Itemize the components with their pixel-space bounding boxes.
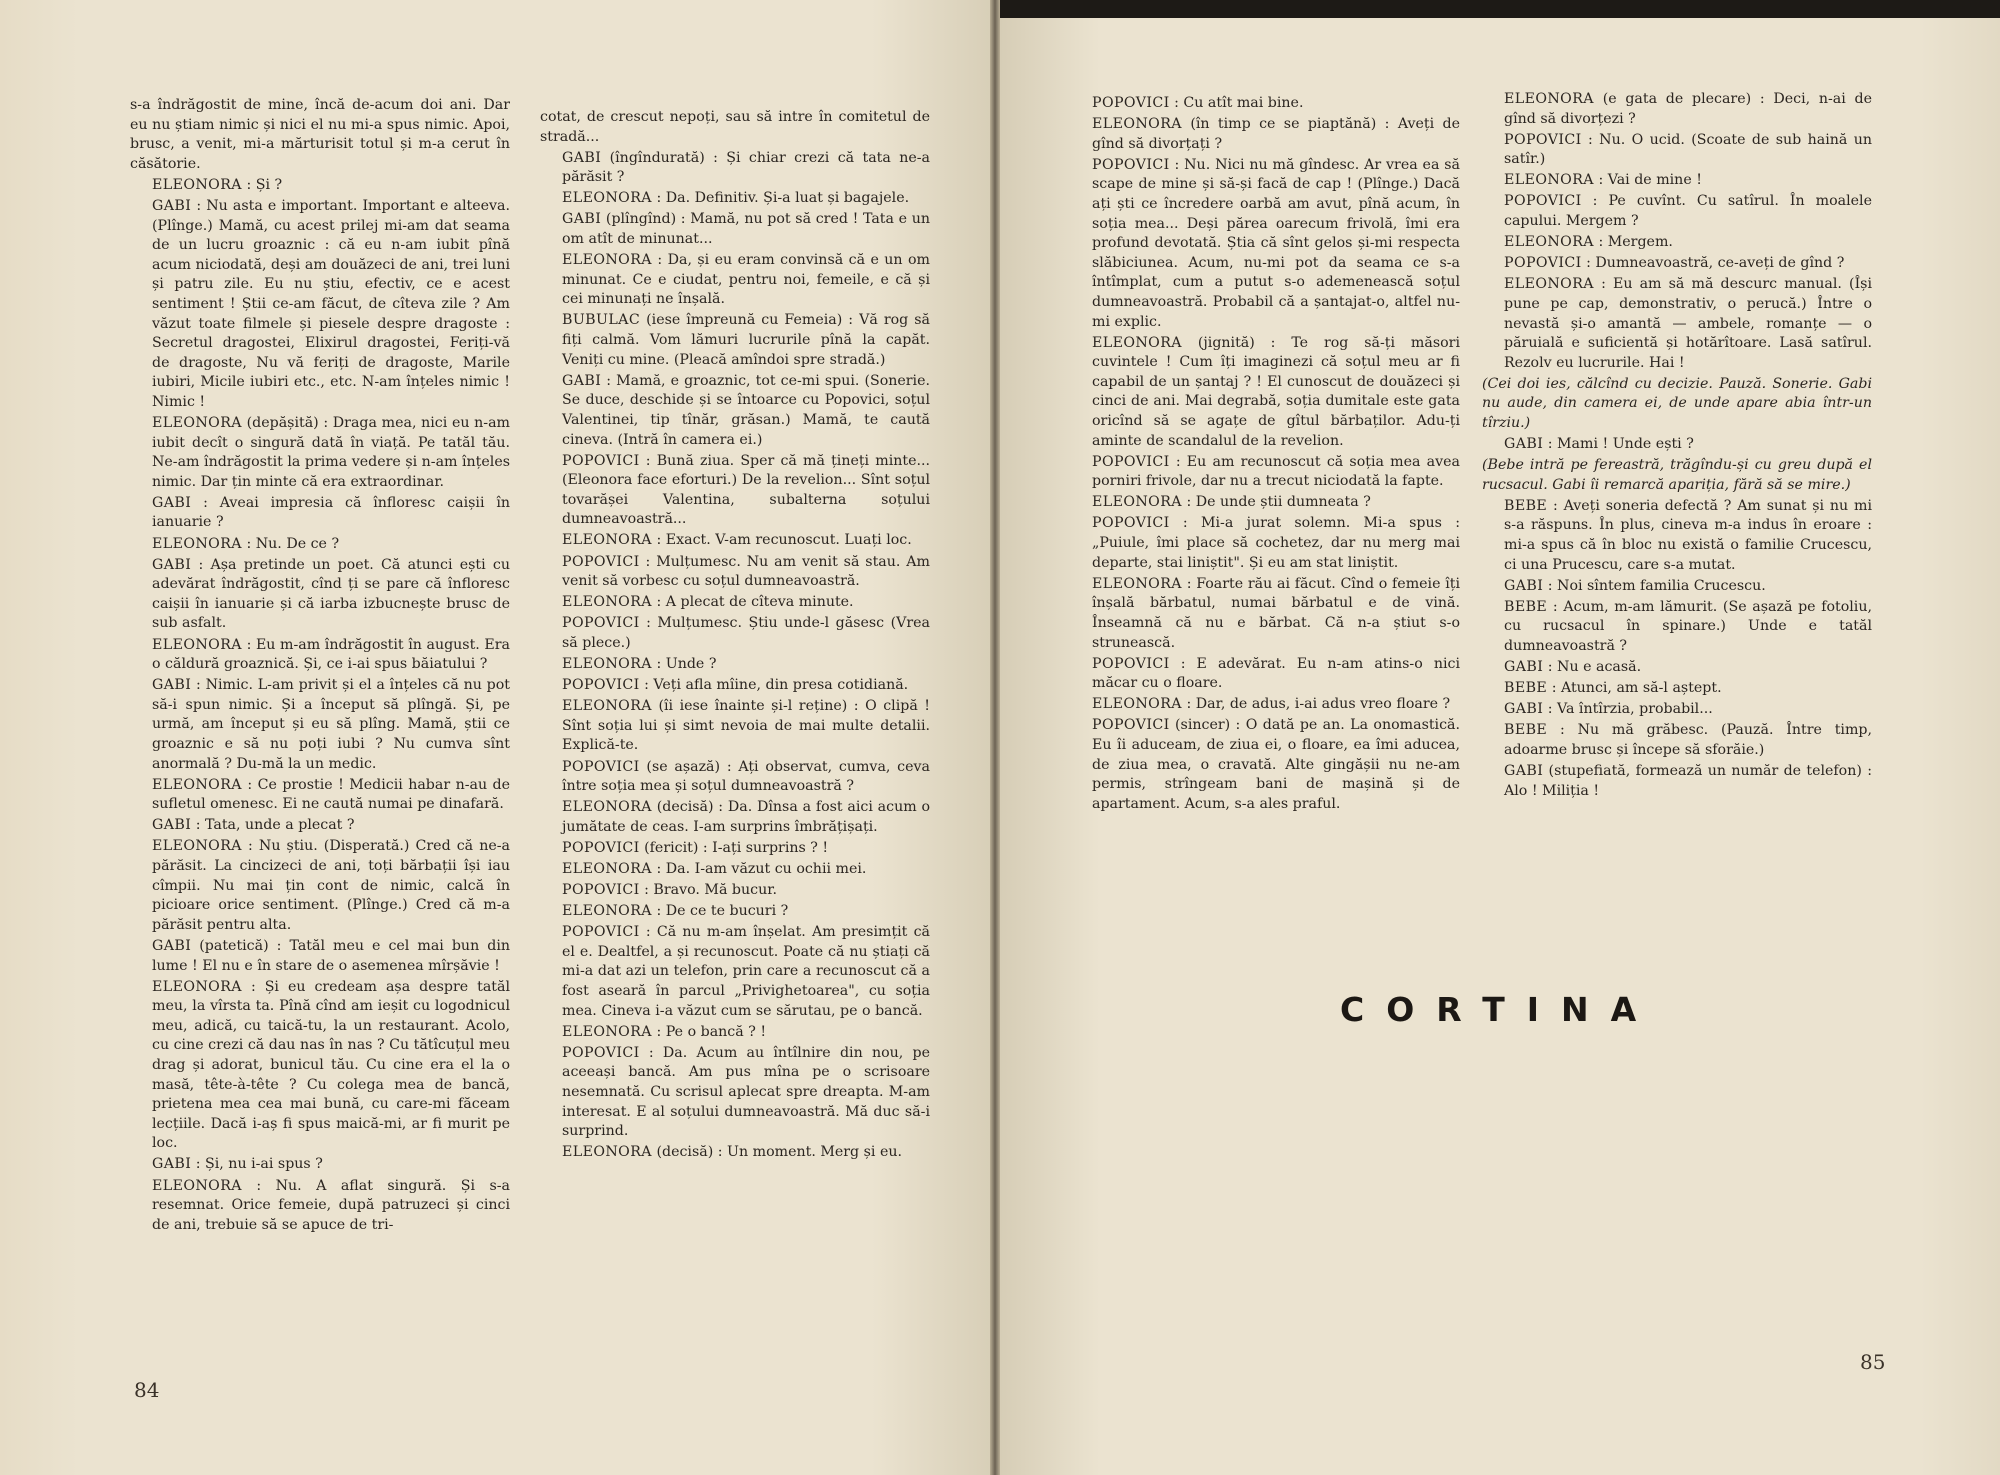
text-paragraph bbox=[540, 108, 930, 147]
dialogue-line bbox=[540, 210, 930, 249]
line-text: : Că nu m-am înșelat. Am presimțit că el e. Dealtfel, a și recunoscut. Poate că nu știați că mi-a dat azi un telefon, prin care a recunoscut că a fost aseară în parcul „Privighetoarea", cu soția mea. Cineva i-a văzut cum se sărutau, pe o bancă. bbox=[562, 924, 930, 1019]
line-text: (decisă) : Un moment. Merg și eu. bbox=[656, 1144, 903, 1161]
dialogue-line bbox=[130, 176, 510, 196]
cover-edge bbox=[1000, 0, 2000, 18]
line-text: : E adevărat. Eu n-am atins-o nici măcar cu o floare. bbox=[1092, 655, 1460, 692]
speaker-name: POPOVICI bbox=[1504, 193, 1582, 210]
line-text: : Da. I-am văzut cu ochii mei. bbox=[656, 860, 867, 877]
speaker-name: ELEONORA bbox=[152, 776, 242, 793]
dialogue-line bbox=[1482, 598, 1872, 657]
dialogue-line bbox=[540, 1044, 930, 1142]
speaker-name: POPOVICI bbox=[1504, 255, 1582, 272]
dialogue-line bbox=[1482, 131, 1872, 170]
speaker-name: POPOVICI bbox=[562, 882, 640, 899]
line-text: : Acum, m-am lămurit. (Se așază pe fotoliu, cu rucsacul în spinare.) Unde e tatăl dumneavoastră ? bbox=[1504, 598, 1872, 655]
speaker-name: POPOVICI bbox=[562, 677, 640, 694]
line-text: (plîngînd) : Mamă, nu pot să cred ! Tata e un om atît de minunat... bbox=[562, 211, 930, 248]
speaker-name: BEBE bbox=[1504, 598, 1548, 615]
dialogue-line bbox=[540, 798, 930, 837]
dialogue-line bbox=[540, 758, 930, 797]
speaker-name: POPOVICI bbox=[562, 839, 640, 856]
column-3 bbox=[1070, 94, 1460, 874]
line-text: : Mamă, e groaznic, tot ce-mi spui. (Sonerie. Se duce, deschide și se întoarce cu Popovici, soțul Valentinei, tip tînăr, grăsan.) Mamă, te caută cineva. (Intră în camera ei.) bbox=[562, 372, 930, 448]
line-text: : Veți afla mîine, din presa cotidiană. bbox=[644, 677, 909, 694]
speaker-name: GABI bbox=[152, 556, 192, 573]
dialogue-line bbox=[540, 655, 930, 675]
dialogue-line bbox=[1482, 233, 1872, 253]
dialogue-line bbox=[130, 978, 510, 1154]
dialogue-line bbox=[540, 1143, 930, 1163]
text-paragraph bbox=[1482, 456, 1872, 495]
line-text: : Dumneavoastră, ce-aveți de gînd ? bbox=[1586, 255, 1845, 272]
speaker-name: POPOVICI bbox=[562, 615, 640, 632]
dialogue-line bbox=[1482, 577, 1872, 597]
dialogue-line bbox=[1070, 695, 1460, 715]
speaker-name: POPOVICI bbox=[562, 553, 640, 570]
line-text: : Exact. V-am recunoscut. Luați loc. bbox=[656, 532, 912, 549]
line-text: : Mi-a jurat solemn. Mi-a spus : „Puiule, îmi place să cochetez, dar nu merg mai departe, stai liniștit". Și eu am stat liniștit. bbox=[1092, 515, 1460, 571]
dialogue-line bbox=[1070, 334, 1460, 452]
line-text: : Așa pretinde un poet. Că atunci ești cu adevărat îndrăgostit, cînd ți se pare că înfloresc caișii în ianuarie și că iarba izbucnește brusc de sub asfalt. bbox=[152, 556, 510, 632]
dialogue-line bbox=[130, 636, 510, 675]
speaker-name: POPOVICI bbox=[1092, 655, 1170, 672]
line-text: (Bebe intră pe fereastră, trăgîndu-și cu greu după el rucsacul. Gabi îi remarcă apariția, fără să se mire.) bbox=[1482, 457, 1872, 493]
dialogue-line bbox=[540, 839, 930, 859]
speaker-name: ELEONORA bbox=[1504, 172, 1594, 189]
speaker-name: ELEONORA bbox=[562, 1144, 652, 1161]
line-text: : A plecat de cîteva minute. bbox=[656, 594, 854, 611]
speaker-name: GABI bbox=[1504, 577, 1544, 594]
dialogue-line bbox=[540, 593, 930, 613]
speaker-name: POPOVICI bbox=[1092, 717, 1170, 734]
line-text: (în timp ce se piaptănă) : Aveți de gînd să divorțați ? bbox=[1092, 116, 1460, 152]
dialogue-line bbox=[130, 776, 510, 815]
dialogue-line bbox=[540, 860, 930, 880]
dialogue-line bbox=[540, 251, 930, 310]
line-text: : Bună ziua. Sper că mă țineți minte... (Eleonora face eforturi.) De la revelion... Sînt soțul tovarășei Valentina, subalterna soțului dumneavoastră... bbox=[562, 452, 930, 528]
dialogue-line bbox=[1482, 254, 1872, 274]
line-text: (îi iese înainte și-l reține) : O clipă ! Sînt soția lui și simt nevoia de mai multe detalii. Explică-te. bbox=[562, 698, 930, 754]
line-text: : Da. Acum au întîlnire din nou, pe aceeași bancă. Am pus mîna pe o scrisoare nesemnată. Cu scrisul aplecat spre dreapta. M-am interesat. E al soțului dumneavoastră. Mă duc să-i surprind. bbox=[562, 1044, 930, 1140]
column-1 bbox=[130, 96, 510, 1334]
line-text: : Nimic. L-am privit și el a înțeles că nu pot să-i spun nimic. Și a început să plîngă. Și, pe urmă, am început și eu să plîng. Mamă, știi ce groaznic e să nu poți iubi ? Nu cumva sînt anormală ? Du-mă la un medic. bbox=[152, 677, 510, 772]
line-text: : Mulțumesc. Știu unde-l găsesc (Vrea să plece.) bbox=[562, 615, 930, 651]
speaker-name: ELEONORA bbox=[562, 252, 652, 269]
dialogue-line bbox=[1482, 679, 1872, 699]
speaker-name: GABI bbox=[152, 937, 192, 954]
dialogue-line bbox=[540, 697, 930, 756]
speaker-name: ELEONORA bbox=[562, 799, 652, 816]
dialogue-line bbox=[540, 614, 930, 653]
line-text: : Mami ! Unde ești ? bbox=[1547, 436, 1694, 453]
dialogue-line bbox=[540, 311, 930, 370]
speaker-name: ELEONORA bbox=[562, 698, 652, 715]
dialogue-line bbox=[1482, 171, 1872, 191]
column-2 bbox=[540, 108, 930, 1346]
speaker-name: ELEONORA bbox=[1092, 334, 1182, 351]
dialogue-line bbox=[130, 816, 510, 836]
right-page bbox=[1000, 0, 2000, 1475]
line-text: : Da, și eu eram convinsă că e un om minunat. Ce e ciudat, pentru noi, femeile, e că și cei minunați ne înșală. bbox=[562, 252, 930, 308]
dialogue-line bbox=[130, 414, 510, 492]
line-text: : Și, nu i-ai spus ? bbox=[195, 1156, 323, 1173]
line-text: : Pe cuvînt. Cu satîrul. În moalele capului. Mergem ? bbox=[1504, 193, 1872, 230]
dialogue-line bbox=[540, 676, 930, 696]
speaker-name: ELEONORA bbox=[152, 415, 242, 431]
dialogue-line bbox=[540, 531, 930, 551]
line-text: (fericit) : I-ați surprins ? ! bbox=[644, 839, 829, 856]
line-text: s-a îndrăgostit de mine, încă de-acum doi ani. Dar eu nu știam nimic și nici el nu mi-a spus nimic. Apoi, brusc, a venit, mi-a mărturisit totul și m-a cerut în căsătorie. bbox=[130, 97, 510, 172]
line-text: : Pe o bancă ? ! bbox=[656, 1023, 767, 1040]
dialogue-line bbox=[1070, 716, 1460, 814]
line-text: : Tata, unde a plecat ? bbox=[195, 817, 355, 834]
line-text: : Da. Definitiv. Și-a luat și bagajele. bbox=[656, 190, 910, 207]
book-spine bbox=[990, 0, 1000, 1475]
dialogue-line bbox=[1070, 575, 1460, 653]
line-text: : Eu am să mă descurc manual. (Își pune pe cap, demonstrativ, o perucă.) Între o nevastă și-o amantă — ambele, romanțe — o păruială e suficientă și hotărîtoare. Lasă satîrul. Rezolv eu lucrurile. Hai ! bbox=[1504, 276, 1872, 371]
dialogue-line bbox=[1482, 658, 1872, 678]
line-text: : Și ? bbox=[246, 176, 283, 193]
line-text: (iese împreună cu Femeia) : Vă rog să fiți calmă. Vom lămuri lucrurile pînă la capăt. Veniți cu mine. (Pleacă amîndoi spre stradă.) bbox=[562, 312, 930, 368]
dialogue-line bbox=[1482, 275, 1872, 373]
speaker-name: ELEONORA bbox=[562, 860, 652, 877]
dialogue-line bbox=[540, 902, 930, 922]
line-text: : Noi sîntem familia Crucescu. bbox=[1547, 577, 1766, 594]
speaker-name: ELEONORA bbox=[1504, 234, 1594, 251]
speaker-name: ELEONORA bbox=[152, 535, 242, 552]
line-text: : Nu e acasă. bbox=[1547, 659, 1642, 676]
line-text: (îngîndurată) : Și chiar crezi că tata ne-a părăsit ? bbox=[562, 149, 930, 186]
dialogue-line bbox=[130, 494, 510, 533]
line-text: : Atunci, am să-l aștept. bbox=[1551, 680, 1722, 697]
line-text: : Nu. O ucid. (Scoate de sub haină un satîr.) bbox=[1504, 131, 1872, 168]
speaker-name: GABI bbox=[152, 817, 192, 834]
speaker-name: GABI bbox=[1504, 763, 1544, 780]
speaker-name: ELEONORA bbox=[1092, 696, 1182, 713]
dialogue-line bbox=[540, 189, 930, 209]
speaker-name: ELEONORA bbox=[562, 190, 652, 207]
line-text: : Vai de mine ! bbox=[1598, 172, 1702, 189]
line-text: : Unde ? bbox=[656, 656, 717, 673]
line-text: : Dar, de adus, i-ai adus vreo floare ? bbox=[1186, 696, 1451, 713]
line-text: (depășită) : Draga mea, nici eu n-am iubit decît o singură dată în viață. Pe tatăl tău. Ne-am îndrăgostit la prima vedere și n-am înțeles nimic. Dar țin minte că era extraordinar. bbox=[152, 415, 510, 490]
column-4 bbox=[1482, 90, 1872, 870]
dialogue-line bbox=[130, 1155, 510, 1175]
speaker-name: GABI bbox=[1504, 701, 1544, 718]
dialogue-line bbox=[1482, 192, 1872, 231]
line-text: : Foarte rău ai făcut. Cînd o femeie îți înșală bărbatul, numai bărbatul e de vină. Înseamnă că nu e bărbat. Că n-a știut s-o strunească. bbox=[1092, 575, 1460, 651]
dialogue-line bbox=[540, 149, 930, 188]
line-text: (e gata de plecare) : Deci, n-ai de gînd să divorțezi ? bbox=[1504, 91, 1872, 127]
dialogue-line bbox=[540, 881, 930, 901]
line-text: : Cu atît mai bine. bbox=[1174, 95, 1304, 111]
line-text: (sincer) : O dată pe an. La onomastică. Eu îi aduceam, de ziua ei, o floare, ea îmi aducea, de ziua mea, o cravată. Alte gingășii nu ne-am permis, strîngeam bani de mașină și de apartament. Acum, s-a ales praful. bbox=[1092, 717, 1460, 812]
line-text: (decisă) : Da. Dînsa a fost aici acum o jumătate de ceas. I-am surprins îmbrățișați. bbox=[562, 799, 930, 835]
dialogue-line bbox=[1482, 90, 1872, 129]
speaker-name: POPOVICI bbox=[562, 924, 640, 941]
speaker-name: BEBE bbox=[1504, 680, 1548, 697]
dialogue-line bbox=[1070, 514, 1460, 573]
dialogue-line bbox=[1070, 655, 1460, 694]
dialogue-line bbox=[1070, 156, 1460, 332]
dialogue-line bbox=[540, 553, 930, 592]
dialogue-line bbox=[130, 837, 510, 935]
dialogue-line bbox=[540, 1023, 930, 1043]
dialogue-line bbox=[1482, 435, 1872, 455]
line-text: : Aveți soneria defectă ? Am sunat și nu mi s-a răspuns. În plus, cineva m-a indus în eroare : mi-a spus că în bloc nu există o familie Crucescu, ci una Prucescu, care s-a mutat. bbox=[1504, 497, 1872, 573]
speaker-name: ELEONORA bbox=[152, 1177, 242, 1194]
line-text: : Nu mă grăbesc. (Pauză. Între timp, adoarme brusc și începe să sforăie.) bbox=[1504, 722, 1872, 758]
line-text: : Nu știu. (Disperată.) Cred că ne-a părăsit. La cincizeci de ani, toți bărbații își iau cîmpii. Nu mai țin cont de nimic, calcă în picioare orice sentiment. (Plînge.) Cred că m-a părăsit pentru alta. bbox=[152, 838, 510, 933]
text-paragraph bbox=[130, 96, 510, 174]
speaker-name: ELEONORA bbox=[1504, 276, 1594, 293]
speaker-name: POPOVICI bbox=[562, 1044, 640, 1061]
line-text: : Și eu credeam așa despre tatăl meu, la vîrsta ta. Pînă cînd am ieșit cu logodnicul meu, adică, cu taică-tu, la un restaurant. Acolo, cu cine crezi că dau nas în nas ? Cu tătîcuțul meu drag și adorat, bunicul tău. Cu cine era el la o masă, tête-à-tête ? Cu colega mea de bancă, prietena mea cea mai bună, cu care-mi făceam lecțiile. Dacă i-aș fi spus maică-mi, ar fi murit pe loc. bbox=[152, 978, 510, 1152]
speaker-name: ELEONORA bbox=[562, 903, 652, 920]
dialogue-line bbox=[130, 1177, 510, 1236]
text-paragraph bbox=[1482, 375, 1872, 434]
line-text: : De ce te bucuri ? bbox=[656, 903, 789, 920]
line-text: : Mergem. bbox=[1598, 234, 1673, 251]
dialogue-line bbox=[130, 556, 510, 634]
line-text: (stupefiată, formează un număr de telefon) : Alo ! Miliția ! bbox=[1504, 763, 1872, 799]
speaker-name: BEBE bbox=[1504, 497, 1548, 514]
speaker-name: GABI bbox=[152, 494, 192, 511]
line-text: : Nu. A aflat singură. Și s-a resemnat. Orice femeie, după patruzeci și cinci de ani, trebuie să se apuce de tri- bbox=[152, 1177, 510, 1233]
speaker-name: ELEONORA bbox=[1092, 575, 1182, 592]
speaker-name: ELEONORA bbox=[152, 636, 242, 653]
speaker-name: ELEONORA bbox=[562, 1023, 652, 1040]
dialogue-line bbox=[130, 676, 510, 774]
speaker-name: ELEONORA bbox=[562, 656, 652, 673]
line-text: : Nu. De ce ? bbox=[246, 535, 340, 552]
line-text: : Aveai impresia că înfloresc caișii în ianuarie ? bbox=[152, 494, 510, 531]
dialogue-line bbox=[540, 923, 930, 1021]
speaker-name: ELEONORA bbox=[562, 594, 652, 611]
speaker-name: POPOVICI bbox=[1092, 156, 1170, 173]
speaker-name: BUBULAC bbox=[562, 312, 641, 329]
dialogue-line bbox=[1070, 453, 1460, 492]
line-text: (jignită) : Te rog să-ți măsori cuvintele ! Cum îți imaginezi că soțul meu ar fi capabil de un șantaj ? ! El cunoscut de douăzeci și cinci de ani. Mai degrabă, soția dumitale este gata oricînd să se agațe de gîtul bărbaților. Adu-ți aminte de scandalul de la revelion. bbox=[1092, 334, 1460, 449]
speaker-name: BEBE bbox=[1504, 722, 1548, 739]
speaker-name: POPOVICI bbox=[1092, 453, 1170, 470]
dialogue-line bbox=[1070, 94, 1460, 114]
dialogue-line bbox=[1070, 115, 1460, 154]
speaker-name: ELEONORA bbox=[152, 176, 242, 193]
speaker-name: ELEONORA bbox=[1092, 494, 1182, 511]
speaker-name: POPOVICI bbox=[1092, 515, 1170, 532]
speaker-name: GABI bbox=[562, 149, 602, 166]
speaker-name: GABI bbox=[562, 372, 602, 389]
line-text: : Nu asta e important. Important e alteeva. (Plînge.) Mamă, cu acest prilej mi-am dat seama de un lucru groaznic : că eu n-am iubit pînă acum niciodată, deși am douăzeci de ani, trei luni și patru zile. Eu nu știu, efectiv, ce e acest sentiment ! Știi ce-am făcut, de cîteva zile ? Am văzut toate filmele și piesele despre dragoste : Secretul dragostei, Elixirul dragostei, Feriți-vă de dragoste, Nu vă feriți de dragoste, Marile iubiri, Micile iubiri etc., etc. N-am înțeles nimic ! Nimic ! bbox=[152, 197, 510, 410]
speaker-name: GABI bbox=[1504, 436, 1544, 453]
left-page bbox=[0, 0, 990, 1475]
line-text: : Eu m-am îndrăgostit în august. Era o căldură groaznică. Și, ce i-ai spus băiatului ? bbox=[152, 636, 510, 673]
dialogue-line bbox=[1482, 762, 1872, 801]
speaker-name: GABI bbox=[152, 677, 192, 694]
dialogue-line bbox=[1482, 497, 1872, 575]
speaker-name: ELEONORA bbox=[1504, 91, 1594, 107]
line-text: : Nu. Nici nu mă gîndesc. Ar vrea ea să scape de mine și să-și facă de cap ! (Plînge.) Dacă ați ști ce încredere oarbă am avut, pînă acum, în soția mea... Deși părea oarecum frivolă, îmi era profund devotată. Știa că sînt gelos și-mi respecta slăbiciunea. Acum, nu-mi pot da seama ce s-a întîmplat, cum a putut s-o ademenească soțul dumneavoastră. Probabil că a șantajat-o, altfel nu-mi explic. bbox=[1092, 156, 1460, 330]
dialogue-line bbox=[540, 452, 930, 530]
speaker-name: POPOVICI bbox=[1092, 95, 1170, 111]
speaker-name: ELEONORA bbox=[152, 838, 242, 855]
dialogue-line bbox=[130, 197, 510, 413]
speaker-name: POPOVICI bbox=[562, 758, 640, 775]
line-text: (patetică) : Tatăl meu e cel mai bun din lume ! El nu e în stare de o asemenea mîrșăvie ! bbox=[152, 937, 510, 974]
page-number-right: 85 bbox=[1860, 1350, 1886, 1374]
line-text: cotat, de crescut nepoți, sau să intre în comitetul de stradă... bbox=[540, 109, 930, 145]
speaker-name: GABI bbox=[152, 197, 192, 214]
speaker-name: GABI bbox=[1504, 659, 1544, 676]
line-text: (se așază) : Ați observat, cumva, ceva între soția mea și soțul dumneavoastră ? bbox=[562, 758, 930, 795]
page-number-left: 84 bbox=[134, 1378, 160, 1402]
line-text: : Ce prostie ! Medicii habar n-au de sufletul omenesc. Ei ne caută numai pe dinafară. bbox=[152, 776, 510, 813]
curtain-heading: CORTINA bbox=[1340, 990, 1659, 1029]
dialogue-line bbox=[130, 937, 510, 976]
dialogue-line bbox=[1482, 721, 1872, 760]
speaker-name: ELEONORA bbox=[1092, 116, 1182, 133]
dialogue-line bbox=[1482, 700, 1872, 720]
dialogue-line bbox=[1070, 493, 1460, 513]
speaker-name: GABI bbox=[152, 1156, 192, 1173]
dialogue-line bbox=[130, 535, 510, 555]
dialogue-line bbox=[540, 372, 930, 450]
line-text: : Mulțumesc. Nu am venit să stau. Am venit să vorbesc cu soțul dumneavoastră. bbox=[562, 553, 930, 590]
line-text: : Eu am recunoscut că soția mea avea porniri frivole, dar nu a trecut niciodată la fapte. bbox=[1092, 453, 1460, 490]
line-text: (Cei doi ies, călcînd cu decizie. Pauză. Sonerie. Gabi nu aude, din camera ei, de unde apare abia într-un tîrziu.) bbox=[1482, 375, 1872, 431]
line-text: : Bravo. Mă bucur. bbox=[644, 882, 777, 899]
speaker-name: ELEONORA bbox=[152, 978, 242, 995]
line-text: : De unde știi dumneata ? bbox=[1186, 494, 1371, 511]
line-text: : Va întîrzia, probabil... bbox=[1547, 701, 1713, 718]
speaker-name: POPOVICI bbox=[1504, 131, 1582, 148]
speaker-name: POPOVICI bbox=[562, 452, 640, 469]
speaker-name: GABI bbox=[562, 211, 602, 228]
speaker-name: ELEONORA bbox=[562, 532, 652, 549]
